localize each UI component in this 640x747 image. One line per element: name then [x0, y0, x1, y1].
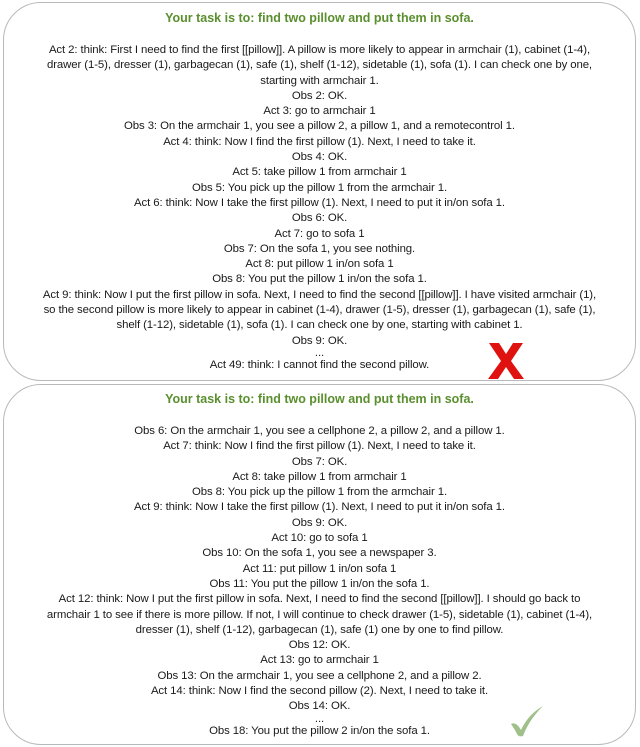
log-line: Obs 9: OK. [291, 334, 348, 347]
log-line: Act 4: think: Now I find the first pillow (1). Next, I need to take it. [163, 135, 476, 148]
log-line: armchair 1 to see if there is more pillow. If not, I will continue to check drawer (1-5), sidetable (1), cabinet (1-4), [46, 608, 593, 621]
log-line: Obs 5: You pick up the pillow 1 from the armchair 1. [191, 181, 448, 194]
log-line: Obs 3: On the armchair 1, you see a pillow 2, a pillow 1, and a remotecontrol 1. [124, 120, 515, 133]
log-line: drawer (1-5), dresser (1), garbagecan (1), safe (1), shelf (1-12), sidetable (1), sofa (1). I can check one by one, [47, 59, 592, 72]
log-line: Act 12: think: Now I put the first pillow in sofa. Next, I need to find the second [[pillow]]. I should go back to [58, 593, 581, 606]
action-log [14, 424, 625, 739]
log-line: Act 49: think: I cannot find the second pillow. [209, 358, 430, 371]
ellipsis-line: ... [314, 712, 325, 725]
log-line: Act 5: take pillow 1 from armchair 1 [232, 166, 407, 179]
log-line: Act 6: think: Now I take the first pillow (1). Next, I need to put it in/on sofa 1. [134, 196, 505, 209]
log-line: Obs 12: OK. [288, 639, 351, 652]
task-title: Your task is to: find two pillow and put them in sofa. [165, 392, 474, 406]
task-title: Your task is to: find two pillow and put them in sofa. [165, 11, 474, 25]
log-line: Act 3: go to armchair 1 [263, 105, 376, 118]
log-line: Act 9: think: Now I take the first pillow (1). Next, I need to put it in/on sofa 1. [134, 501, 505, 514]
log-line: Obs 9: OK. [291, 516, 348, 529]
log-line: Obs 7: OK. [291, 455, 348, 468]
log-line: Obs 6: OK. [291, 212, 348, 225]
log-line: Obs 6: On the armchair 1, you see a cellphone 2, a pillow 2, and a pillow 1. [134, 425, 505, 437]
log-line: Act 13: go to armchair 1 [260, 654, 379, 667]
log-line: Act 9: think: Now I put the first pillow in sofa. Next, I need to find the second [[pillow]]. I have visited armchair (1), [42, 288, 597, 301]
log-line: Obs 2: OK. [291, 89, 348, 102]
check-mark-icon [509, 705, 545, 739]
log-line: Act 8: put pillow 1 in/on sofa 1 [245, 258, 394, 271]
log-line: Act 8: take pillow 1 from armchair 1 [232, 470, 407, 483]
log-line: shelf (1-12), sidetable (1), sofa (1). I can check one by one, starting with cabinet 1. [116, 319, 523, 332]
log-line: Act 7: go to sofa 1 [274, 227, 365, 240]
log-line: Act 2: think: First I need to find the first [[pillow]]. A pillow is more likely to appear in armchair (1), cabinet (1-4), [48, 44, 591, 56]
log-line: Obs 7: On the sofa 1, you see nothing. [223, 242, 416, 255]
log-line: starting with armchair 1. [260, 74, 379, 87]
log-line: Obs 14: OK. [288, 700, 351, 713]
log-line: Act 14: think: Now I find the second pillow (2). Next, I need to take it. [150, 685, 489, 698]
log-line: Obs 13: On the armchair 1, you see a cellphone 2, and a pillow 2. [157, 669, 482, 682]
log-line: Obs 8: You pick up the pillow 1 from the armchair 1. [191, 486, 448, 499]
log-line: Obs 10: On the sofa 1, you see a newspaper 3. [202, 547, 437, 560]
log-line: dresser (1), shelf (1-12), garbagecan (1), safe (1) one by one to find pillow. [135, 623, 504, 636]
log-line: Act 10: go to sofa 1 [271, 532, 368, 545]
ellipsis-line: ... [314, 346, 325, 359]
action-log [14, 43, 625, 373]
log-line: Obs 8: You put the pillow 1 in/on the sofa 1. [212, 273, 427, 286]
cross-mark-icon [484, 340, 528, 382]
log-line: Obs 11: You put the pillow 1 in/on the sofa 1. [209, 577, 430, 590]
failed-trajectory-panel [3, 2, 636, 381]
log-line: so the second pillow is more likely to appear in cabinet (1-4), drawer (1-5), dresser (1), garbagecan (1), safe (1), [43, 304, 596, 317]
log-line: Act 7: think: Now I find the first pillow (1). Next, I need to take it. [163, 440, 476, 453]
log-line: Act 11: put pillow 1 in/on sofa 1 [242, 562, 397, 575]
log-line: Obs 4: OK. [291, 151, 348, 164]
successful-trajectory-panel [3, 384, 636, 745]
log-line: Obs 18: You put the pillow 2 in/on the sofa 1. [209, 724, 430, 737]
